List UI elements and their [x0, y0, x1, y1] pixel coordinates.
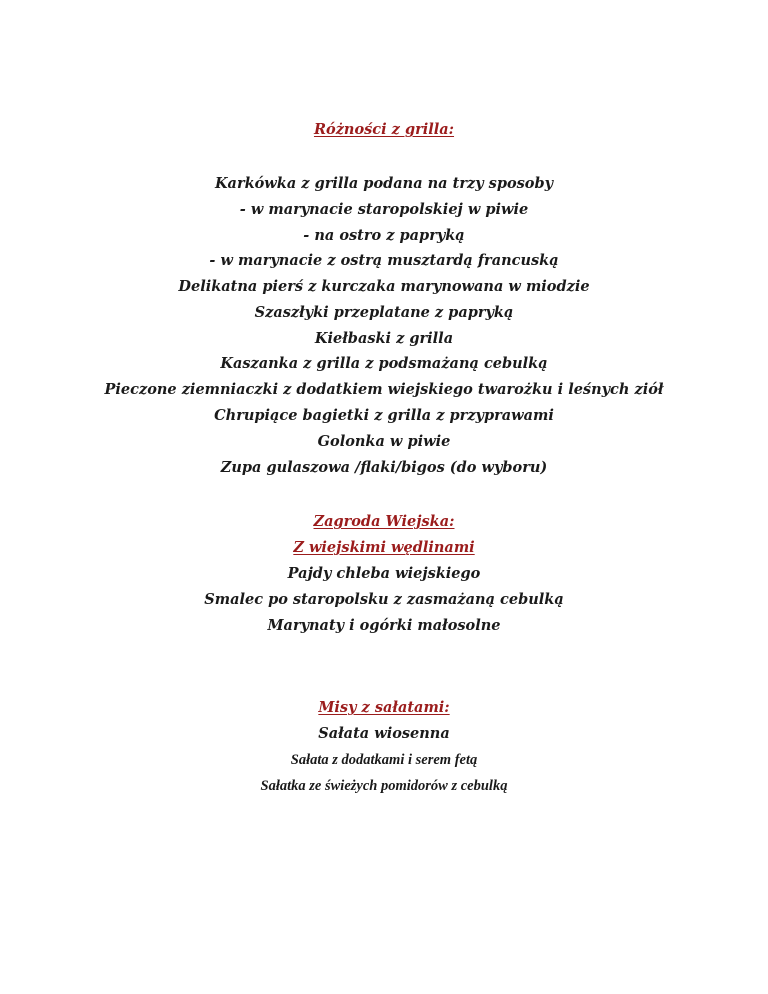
section-subheading-wedliny: Z wiejskimi wędlinami — [293, 539, 475, 556]
menu-item: - w marynacie staropolskiej w piwie — [239, 201, 529, 218]
menu-item: Smalec po staropolsku z zasmażaną cebulką — [204, 591, 564, 608]
menu-item: Kaszanka z grilla z podsmażaną cebulką — [220, 355, 548, 372]
menu-item: Szaszłyki przeplatane z papryką — [254, 304, 514, 321]
menu-item: Marynaty i ogórki małosolne — [267, 617, 501, 634]
menu-item: - na ostro z papryką — [303, 227, 465, 244]
menu-item: Sałata wiosenna — [318, 725, 450, 742]
menu-item: Zupa gulaszowa /flaki/bigos (do wyboru) — [220, 459, 548, 476]
menu-item: Chrupiące bagietki z grilla z przyprawami — [214, 407, 554, 424]
menu-item: Pajdy chleba wiejskiego — [287, 565, 481, 582]
menu-item: - w marynacie z ostrą musztardą francuską — [209, 252, 559, 269]
section-heading-grill: Różności z grilla: — [313, 121, 455, 138]
section-heading-salaty: Misy z sałatami: — [318, 699, 450, 716]
menu-item: Sałata z dodatkami i serem fetą — [290, 752, 478, 768]
menu-item: Kiełbaski z grilla — [314, 330, 454, 347]
menu-item: Golonka w piwie — [317, 433, 451, 450]
section-heading-zagroda: Zagroda Wiejska: — [313, 513, 455, 530]
menu-item: Sałatka ze świeżych pomidorów z cebulką — [260, 778, 508, 794]
menu-item: Karkówka z grilla podana na trzy sposoby — [214, 175, 554, 192]
menu-item: Delikatna pierś z kurczaka marynowana w miodzie — [178, 278, 590, 295]
menu-item: Pieczone ziemniaczki z dodatkiem wiejskiego twarożku i leśnych ziół — [104, 381, 664, 398]
